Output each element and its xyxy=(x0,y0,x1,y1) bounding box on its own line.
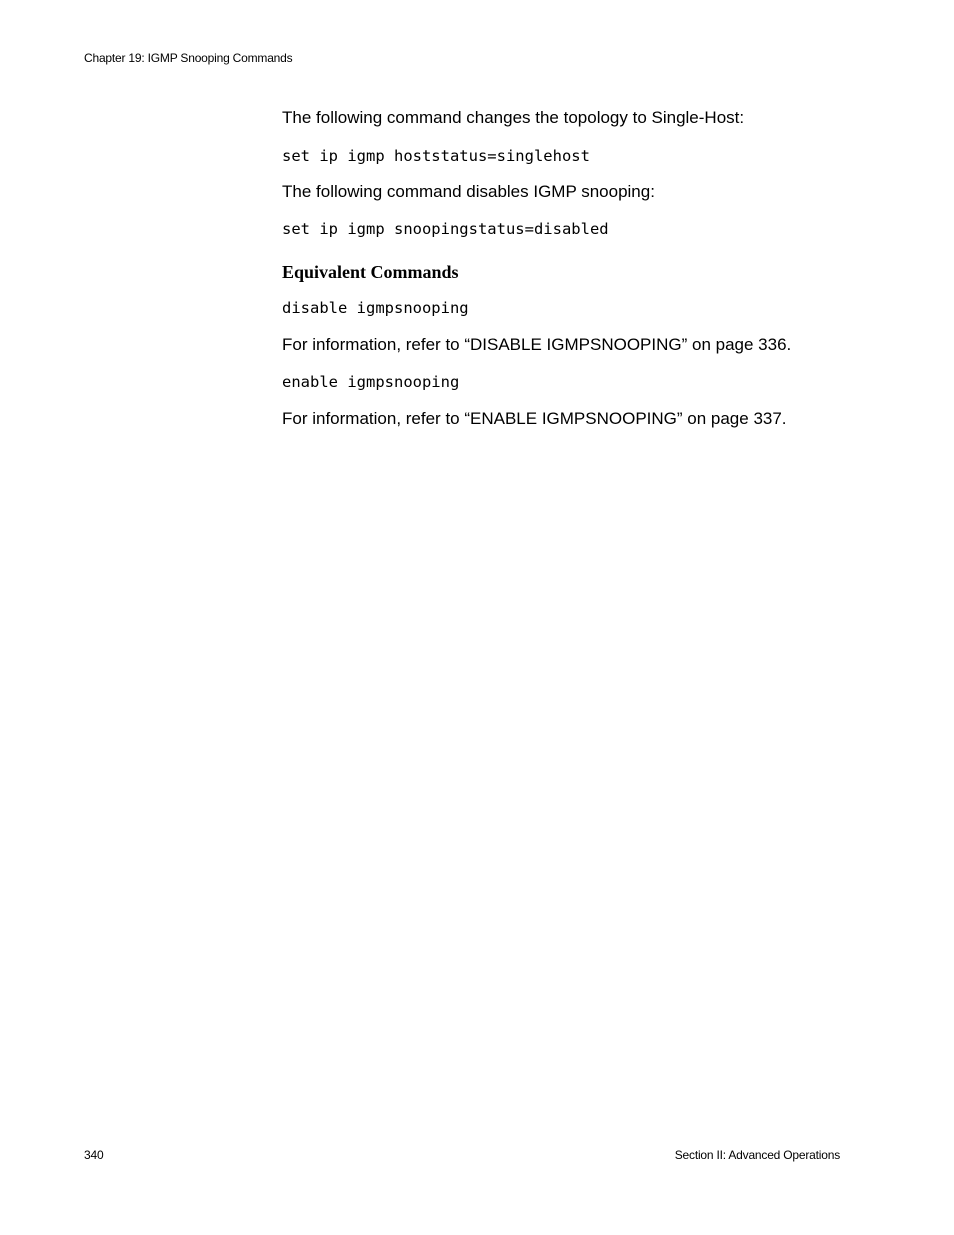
page-number: 340 xyxy=(84,1148,104,1162)
main-content xyxy=(282,107,882,430)
code-hoststatus: set ip igmp hoststatus=singlehost xyxy=(282,147,590,165)
paragraph-disable-intro: The following command disables IGMP snooping: xyxy=(282,182,655,201)
running-header: Chapter 19: IGMP Snooping Commands xyxy=(84,51,293,65)
code-disable-igmpsnooping: disable igmpsnooping xyxy=(282,299,469,317)
code-snoopingstatus: set ip igmp snoopingstatus=disabled xyxy=(282,220,609,238)
paragraph-enable-reference: For information, refer to “ENABLE IGMPSNOOPING” on page 337. xyxy=(282,409,787,428)
code-enable-igmpsnooping: enable igmpsnooping xyxy=(282,373,460,391)
running-footer-section: Section II: Advanced Operations xyxy=(674,1148,840,1162)
paragraph-disable-reference: For information, refer to “DISABLE IGMPSNOOPING” on page 336. xyxy=(282,335,792,354)
paragraph-singlehost-intro: The following command changes the topology to Single-Host: xyxy=(282,108,745,127)
section-heading-equivalent-commands: Equivalent Commands xyxy=(282,262,459,282)
